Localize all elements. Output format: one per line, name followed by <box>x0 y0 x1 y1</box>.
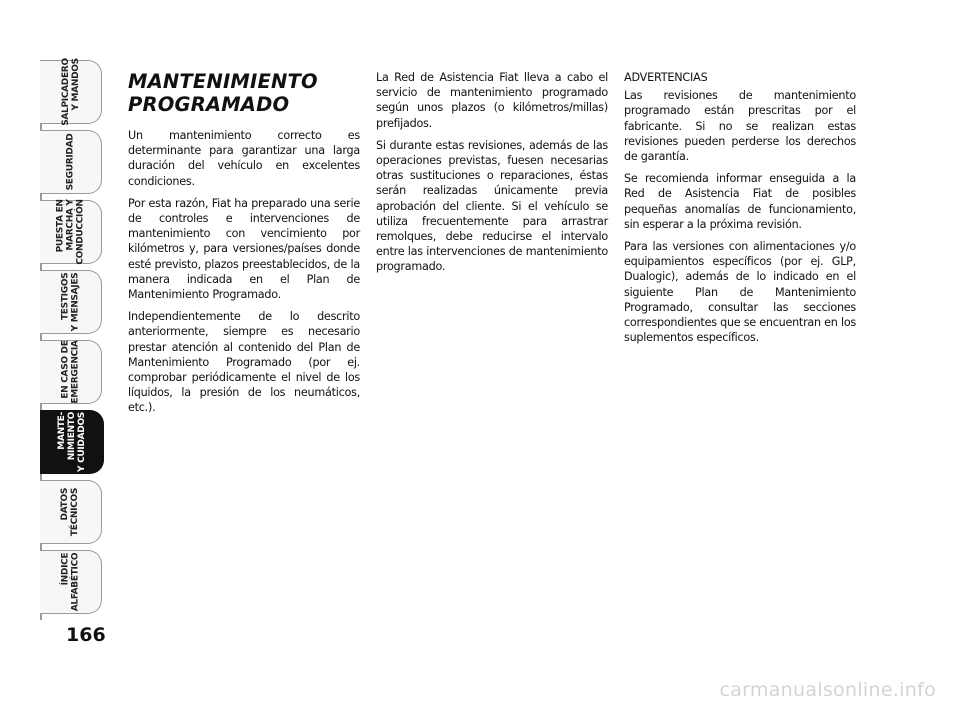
paragraph: Un mantenimiento correcto es determinante para garantizar una larga duración del vehículo en excelentes condiciones. <box>128 129 360 188</box>
column-2 <box>376 70 608 282</box>
tab-label: SALPICADERO Y MANDOS <box>60 58 81 126</box>
tab-indice[interactable] <box>40 550 102 614</box>
watermark: carmanualsonline.info <box>719 679 936 701</box>
page-number: 166 <box>66 624 106 646</box>
tab-label: SEGURIDAD <box>65 133 76 191</box>
column-1 <box>128 70 360 423</box>
paragraph: Por esta razón, Fiat ha preparado una serie de controles e intervenciones de mantenimiento con vencimiento por kilómetros y, para versiones/países donde esté previsto, plazos preestablecidos, de la manera indicada en el Plan de Mantenimiento Programado. <box>128 196 360 302</box>
tab-emergencia[interactable] <box>40 340 102 404</box>
paragraph: Si durante estas revisiones, además de las operaciones previstas, fuesen necesarias otras sustituciones o reparaciones, éstas serán realizadas únicamente previa aprobación del cliente. Si el vehículo se utiliza frecuentemente para arrastrar remolques, debe reducirse el intervalo entre las intervenciones de mantenimiento programado. <box>376 138 608 274</box>
column-3 <box>624 70 856 352</box>
tab-label: ÍNDICE ALFABÉTICO <box>60 552 81 612</box>
tab-mantenimiento[interactable] <box>40 410 104 474</box>
paragraph: La Red de Asistencia Fiat lleva a cabo el servicio de mantenimiento programado según unos plazos (o kilómetros/millas) prefijados. <box>376 71 608 130</box>
tab-label: EN CASO DE EMERGENCIA <box>60 340 81 404</box>
tab-label: DATOS TÉCNICOS <box>60 487 81 537</box>
tab-label: PUESTA EN MARCHA Y CONDUCCIÓN <box>55 199 86 265</box>
tab-datos-tecnicos[interactable] <box>40 480 102 544</box>
tab-label: MANTE- NIMIENTO Y CUIDADOS <box>56 412 87 472</box>
tab-puesta-en-marcha[interactable] <box>40 200 102 264</box>
paragraph: Las revisiones de mantenimiento programado están prescritas por el fabricante. Si no se realizan estas revisiones pueden perderse los derechos de garantía. <box>624 89 856 164</box>
tab-testigos[interactable] <box>40 270 102 334</box>
tab-seguridad[interactable] <box>40 130 102 194</box>
tab-label: TESTIGOS Y MENSAJES <box>60 272 81 332</box>
paragraph: Independientemente de lo descrito anteriormente, siempre es necesario prestar atención al contenido del Plan de Mantenimiento Programado (por ej. comprobar periódicamente el nivel de los líquidos, la presión de los neumáticos, etc.). <box>128 310 360 415</box>
paragraph: Para las versiones con alimentaciones y/o equipamientos específicos (por ej. GLP, Dualogic), además de lo indicado en el siguiente Plan de Mantenimiento Programado, consultar las secciones correspondientes que se encuentran en los suplementos específicos. <box>624 240 856 345</box>
warnings-heading: ADVERTENCIAS <box>624 71 708 84</box>
tab-salpicadero[interactable] <box>40 60 102 124</box>
paragraph: Se recomienda informar enseguida a la Red de Asistencia Fiat de posibles pequeñas anomalías de funcionamiento, sin esperar a la próxima revisión. <box>624 172 856 231</box>
page-title: MANTENIMIENTO PROGRAMADO <box>128 70 318 116</box>
chapter-sidebar <box>40 60 104 620</box>
